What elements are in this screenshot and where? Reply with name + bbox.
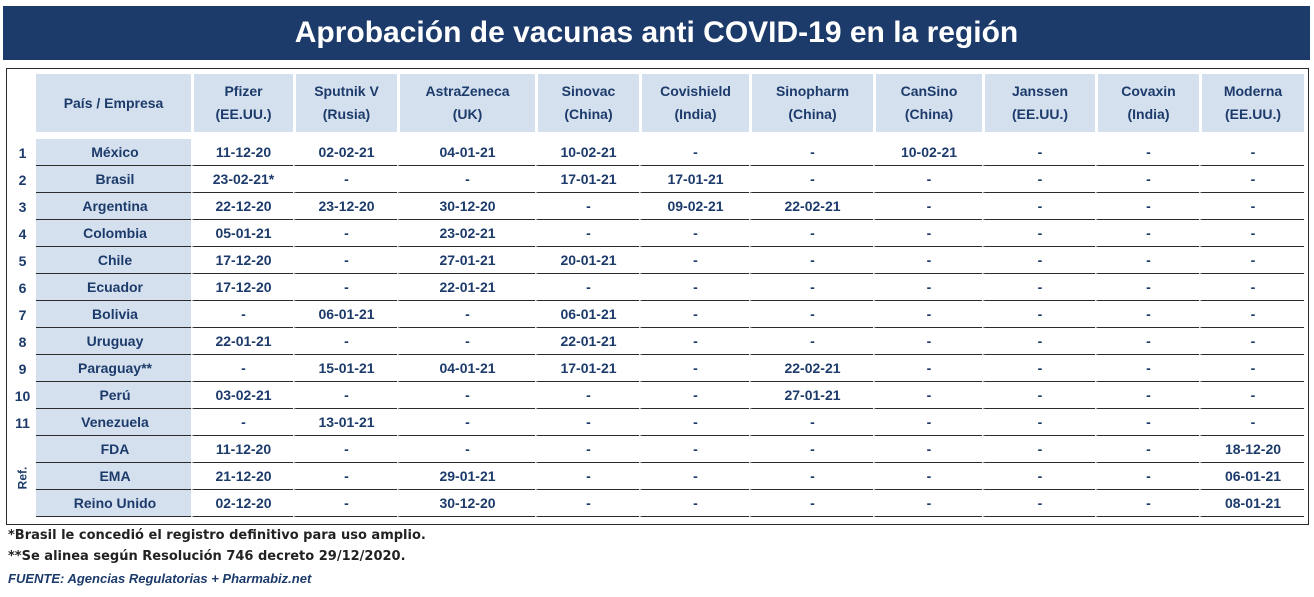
approval-date-cell: - — [191, 409, 293, 436]
approval-date-cell: 30-12-20 — [397, 193, 535, 220]
country-name: Colombia — [36, 220, 191, 247]
approval-date-cell: 06-01-21 — [1199, 463, 1304, 490]
approval-date-cell: - — [749, 166, 873, 193]
header-astrazeneca: AstraZeneca (UK) — [397, 74, 535, 132]
approval-date-cell: - — [1095, 490, 1199, 517]
approval-date-cell: 21-12-20 — [191, 463, 293, 490]
table-row — [9, 193, 1304, 220]
approval-date-cell: 22-01-21 — [535, 328, 639, 355]
approval-date-cell: 09-02-21 — [639, 193, 749, 220]
approval-date-cell: - — [1095, 382, 1199, 409]
approval-date-cell: - — [1199, 139, 1304, 166]
approval-date-cell: - — [535, 274, 639, 301]
approval-date-cell: 10-02-21 — [873, 139, 982, 166]
table-row — [9, 409, 1304, 436]
approval-date-cell: - — [1199, 409, 1304, 436]
table-row — [9, 166, 1304, 193]
row-number: 9 — [18, 360, 27, 377]
row-number: 11 — [15, 414, 30, 431]
approval-date-cell: 13-01-21 — [293, 409, 397, 436]
approval-date-cell: 22-01-21 — [191, 328, 293, 355]
approval-date-cell: - — [397, 436, 535, 463]
approval-date-cell: - — [1199, 166, 1304, 193]
approval-date-cell: - — [1095, 166, 1199, 193]
approval-date-cell: - — [982, 274, 1095, 301]
approval-date-cell: - — [535, 490, 639, 517]
approval-date-cell: 17-01-21 — [535, 166, 639, 193]
approval-date-cell: - — [873, 382, 982, 409]
approval-date-cell: - — [535, 193, 639, 220]
header-moderna: Moderna (EE.UU.) — [1199, 74, 1304, 132]
header-sinovac: Sinovac (China) — [535, 74, 639, 132]
approval-date-cell: - — [639, 382, 749, 409]
agency-name: EMA — [36, 463, 191, 490]
approval-date-cell: - — [639, 463, 749, 490]
approval-date-cell: - — [639, 436, 749, 463]
country-name: Paraguay** — [36, 355, 191, 382]
approval-date-cell: 17-12-20 — [191, 247, 293, 274]
approval-date-cell: - — [749, 301, 873, 328]
approval-date-cell: 22-01-21 — [397, 274, 535, 301]
country-name: Uruguay — [36, 328, 191, 355]
row-number: 5 — [18, 252, 27, 269]
header-covaxin: Covaxin (India) — [1095, 74, 1199, 132]
approval-date-cell: - — [293, 490, 397, 517]
row-number: 4 — [18, 225, 27, 242]
table-row — [9, 328, 1304, 355]
approval-date-cell: - — [1095, 274, 1199, 301]
approval-date-cell: - — [293, 274, 397, 301]
agency-name: FDA — [36, 436, 191, 463]
approval-date-cell: 22-02-21 — [749, 193, 873, 220]
approval-date-cell: - — [293, 220, 397, 247]
approval-date-cell: - — [1095, 193, 1199, 220]
corner-cell — [9, 74, 36, 132]
approval-date-cell: - — [397, 166, 535, 193]
approval-date-cell: 22-12-20 — [191, 193, 293, 220]
approval-date-cell: 05-01-21 — [191, 220, 293, 247]
approval-date-cell: - — [982, 301, 1095, 328]
approval-date-cell: - — [1199, 193, 1304, 220]
header-covishield: Covishield (India) — [639, 74, 749, 132]
footnote-paraguay: **Se alinea según Resolución 746 decreto 29/12/2020. — [8, 549, 406, 564]
approval-date-cell: - — [749, 328, 873, 355]
ref-label — [9, 436, 36, 517]
approval-date-cell: - — [982, 409, 1095, 436]
approval-date-cell: - — [535, 436, 639, 463]
row-number: 1 — [18, 144, 27, 161]
approval-date-cell: 17-12-20 — [191, 274, 293, 301]
reference-row — [9, 436, 1304, 463]
country-name: Venezuela — [36, 409, 191, 436]
approval-date-cell: - — [535, 220, 639, 247]
approval-date-cell: - — [749, 247, 873, 274]
approval-date-cell: - — [749, 274, 873, 301]
approval-date-cell: 11-12-20 — [191, 436, 293, 463]
approval-date-cell: - — [749, 220, 873, 247]
approval-date-cell: - — [873, 301, 982, 328]
approval-date-cell: - — [639, 328, 749, 355]
approval-date-cell: - — [873, 328, 982, 355]
approval-date-cell: 23-02-21* — [191, 166, 293, 193]
approval-date-cell: 04-01-21 — [397, 139, 535, 166]
approval-date-cell: - — [1199, 220, 1304, 247]
approval-date-cell: - — [1095, 139, 1199, 166]
approval-date-cell: 30-12-20 — [397, 490, 535, 517]
approval-date-cell: - — [749, 436, 873, 463]
approval-date-cell: 06-01-21 — [293, 301, 397, 328]
header-sputnik: Sputnik V (Rusia) — [293, 74, 397, 132]
approval-date-cell: 23-02-21 — [397, 220, 535, 247]
approval-date-cell: - — [191, 355, 293, 382]
approval-date-cell: - — [873, 355, 982, 382]
approval-date-cell: 10-02-21 — [535, 139, 639, 166]
approval-date-cell: - — [1095, 409, 1199, 436]
header-country: País / Empresa — [36, 74, 191, 132]
table-row — [9, 139, 1304, 166]
approval-date-cell: - — [749, 463, 873, 490]
table-row — [9, 382, 1304, 409]
approval-date-cell: - — [293, 247, 397, 274]
approval-date-cell: - — [749, 139, 873, 166]
approval-date-cell: - — [982, 139, 1095, 166]
country-name: Brasil — [36, 166, 191, 193]
country-name: Argentina — [36, 193, 191, 220]
approval-date-cell: - — [982, 328, 1095, 355]
approval-date-cell: - — [293, 382, 397, 409]
table-row — [9, 301, 1304, 328]
approval-date-cell: - — [1199, 355, 1304, 382]
approval-date-cell: - — [1199, 382, 1304, 409]
approval-date-cell: 18-12-20 — [1199, 436, 1304, 463]
approval-date-cell: - — [982, 193, 1095, 220]
page-title — [3, 6, 1310, 60]
row-number: 10 — [14, 387, 31, 404]
approval-date-cell: - — [191, 301, 293, 328]
approval-date-cell: - — [873, 193, 982, 220]
header-cansino: CanSino (China) — [873, 74, 982, 132]
header-pfizer: Pfizer (EE.UU.) — [191, 74, 293, 132]
approval-date-cell: 06-01-21 — [535, 301, 639, 328]
approval-date-cell: - — [293, 328, 397, 355]
approval-date-cell: - — [639, 490, 749, 517]
approval-date-cell: - — [982, 247, 1095, 274]
approval-date-cell: - — [1199, 301, 1304, 328]
table-row — [9, 220, 1304, 247]
approval-date-cell: - — [749, 409, 873, 436]
approval-date-cell: - — [1095, 328, 1199, 355]
approval-date-cell: - — [535, 409, 639, 436]
country-name: Ecuador — [36, 274, 191, 301]
header-sinopharm: Sinopharm (China) — [749, 74, 873, 132]
approval-date-cell: 17-01-21 — [639, 166, 749, 193]
approval-date-cell: - — [1095, 301, 1199, 328]
approval-date-cell: - — [873, 247, 982, 274]
approval-date-cell: - — [982, 382, 1095, 409]
row-number: 2 — [18, 171, 27, 188]
approval-date-cell: - — [982, 490, 1095, 517]
approval-date-cell: - — [639, 409, 749, 436]
approval-date-cell: - — [639, 301, 749, 328]
approval-date-cell: 02-12-20 — [191, 490, 293, 517]
approval-date-cell: - — [397, 382, 535, 409]
ref-label-text: Ref. — [15, 466, 30, 489]
approval-date-cell: 02-02-21 — [293, 139, 397, 166]
table-row — [9, 247, 1304, 274]
reference-row — [9, 490, 1304, 517]
row-number: 7 — [18, 306, 27, 323]
approval-date-cell: - — [639, 247, 749, 274]
approval-date-cell: - — [1199, 274, 1304, 301]
page-title-text: Aprobación de vacunas anti COVID-19 en la región — [294, 16, 1019, 49]
table-body — [9, 139, 1304, 517]
approval-date-cell: - — [1095, 463, 1199, 490]
approval-date-cell: - — [982, 166, 1095, 193]
approval-date-cell: - — [873, 490, 982, 517]
approval-date-cell: - — [293, 463, 397, 490]
approval-date-cell: 08-01-21 — [1199, 490, 1304, 517]
approval-date-cell: - — [293, 436, 397, 463]
approval-date-cell: - — [397, 409, 535, 436]
approval-date-cell: 17-01-21 — [535, 355, 639, 382]
table-row — [9, 274, 1304, 301]
row-number: 3 — [18, 198, 27, 215]
country-name: México — [36, 139, 191, 166]
footnote-brasil: *Brasil le concedió el registro definitivo para uso amplio. — [8, 528, 426, 543]
approval-date-cell: - — [873, 409, 982, 436]
approval-date-cell: - — [535, 463, 639, 490]
approval-date-cell: 15-01-21 — [293, 355, 397, 382]
approval-date-cell: 20-01-21 — [535, 247, 639, 274]
approval-date-cell: - — [1095, 436, 1199, 463]
approval-date-cell: - — [1095, 220, 1199, 247]
table-row — [9, 355, 1304, 382]
approval-date-cell: - — [873, 220, 982, 247]
vaccine-approval-table — [9, 74, 1304, 517]
approval-date-cell: - — [873, 166, 982, 193]
approval-date-cell: 22-02-21 — [749, 355, 873, 382]
approval-date-cell: - — [749, 490, 873, 517]
approval-date-cell: - — [1095, 247, 1199, 274]
approval-date-cell: - — [639, 355, 749, 382]
agency-name: Reino Unido — [36, 490, 191, 517]
approval-date-cell: 11-12-20 — [191, 139, 293, 166]
approval-date-cell: 27-01-21 — [749, 382, 873, 409]
country-name: Perú — [36, 382, 191, 409]
approval-date-cell: 04-01-21 — [397, 355, 535, 382]
reference-row — [9, 463, 1304, 490]
approval-date-cell: - — [982, 220, 1095, 247]
approval-date-cell: - — [873, 463, 982, 490]
approval-date-cell: - — [982, 436, 1095, 463]
row-number: 6 — [18, 279, 27, 296]
source-note: FUENTE: Agencias Regulatorias + Pharmabiz.net — [8, 571, 312, 586]
approval-date-cell: - — [982, 463, 1095, 490]
approval-date-cell: - — [639, 274, 749, 301]
approval-date-cell: - — [639, 139, 749, 166]
approval-date-cell: - — [873, 436, 982, 463]
approval-date-cell: - — [1199, 328, 1304, 355]
approval-date-cell: - — [1199, 247, 1304, 274]
approval-date-cell: 03-02-21 — [191, 382, 293, 409]
approval-date-cell: 23-12-20 — [293, 193, 397, 220]
approval-date-cell: - — [873, 274, 982, 301]
approval-date-cell: - — [535, 382, 639, 409]
country-name: Bolivia — [36, 301, 191, 328]
approval-date-cell: - — [982, 355, 1095, 382]
header-janssen: Janssen (EE.UU.) — [982, 74, 1095, 132]
country-name: Chile — [36, 247, 191, 274]
approval-date-cell: - — [397, 328, 535, 355]
approval-date-cell: - — [397, 301, 535, 328]
row-number: 8 — [18, 333, 27, 350]
header-spacer — [9, 132, 1304, 139]
approval-date-cell: - — [639, 220, 749, 247]
approval-date-cell: 29-01-21 — [397, 463, 535, 490]
approval-date-cell: - — [293, 166, 397, 193]
approval-date-cell: 27-01-21 — [397, 247, 535, 274]
approval-date-cell: - — [1095, 355, 1199, 382]
